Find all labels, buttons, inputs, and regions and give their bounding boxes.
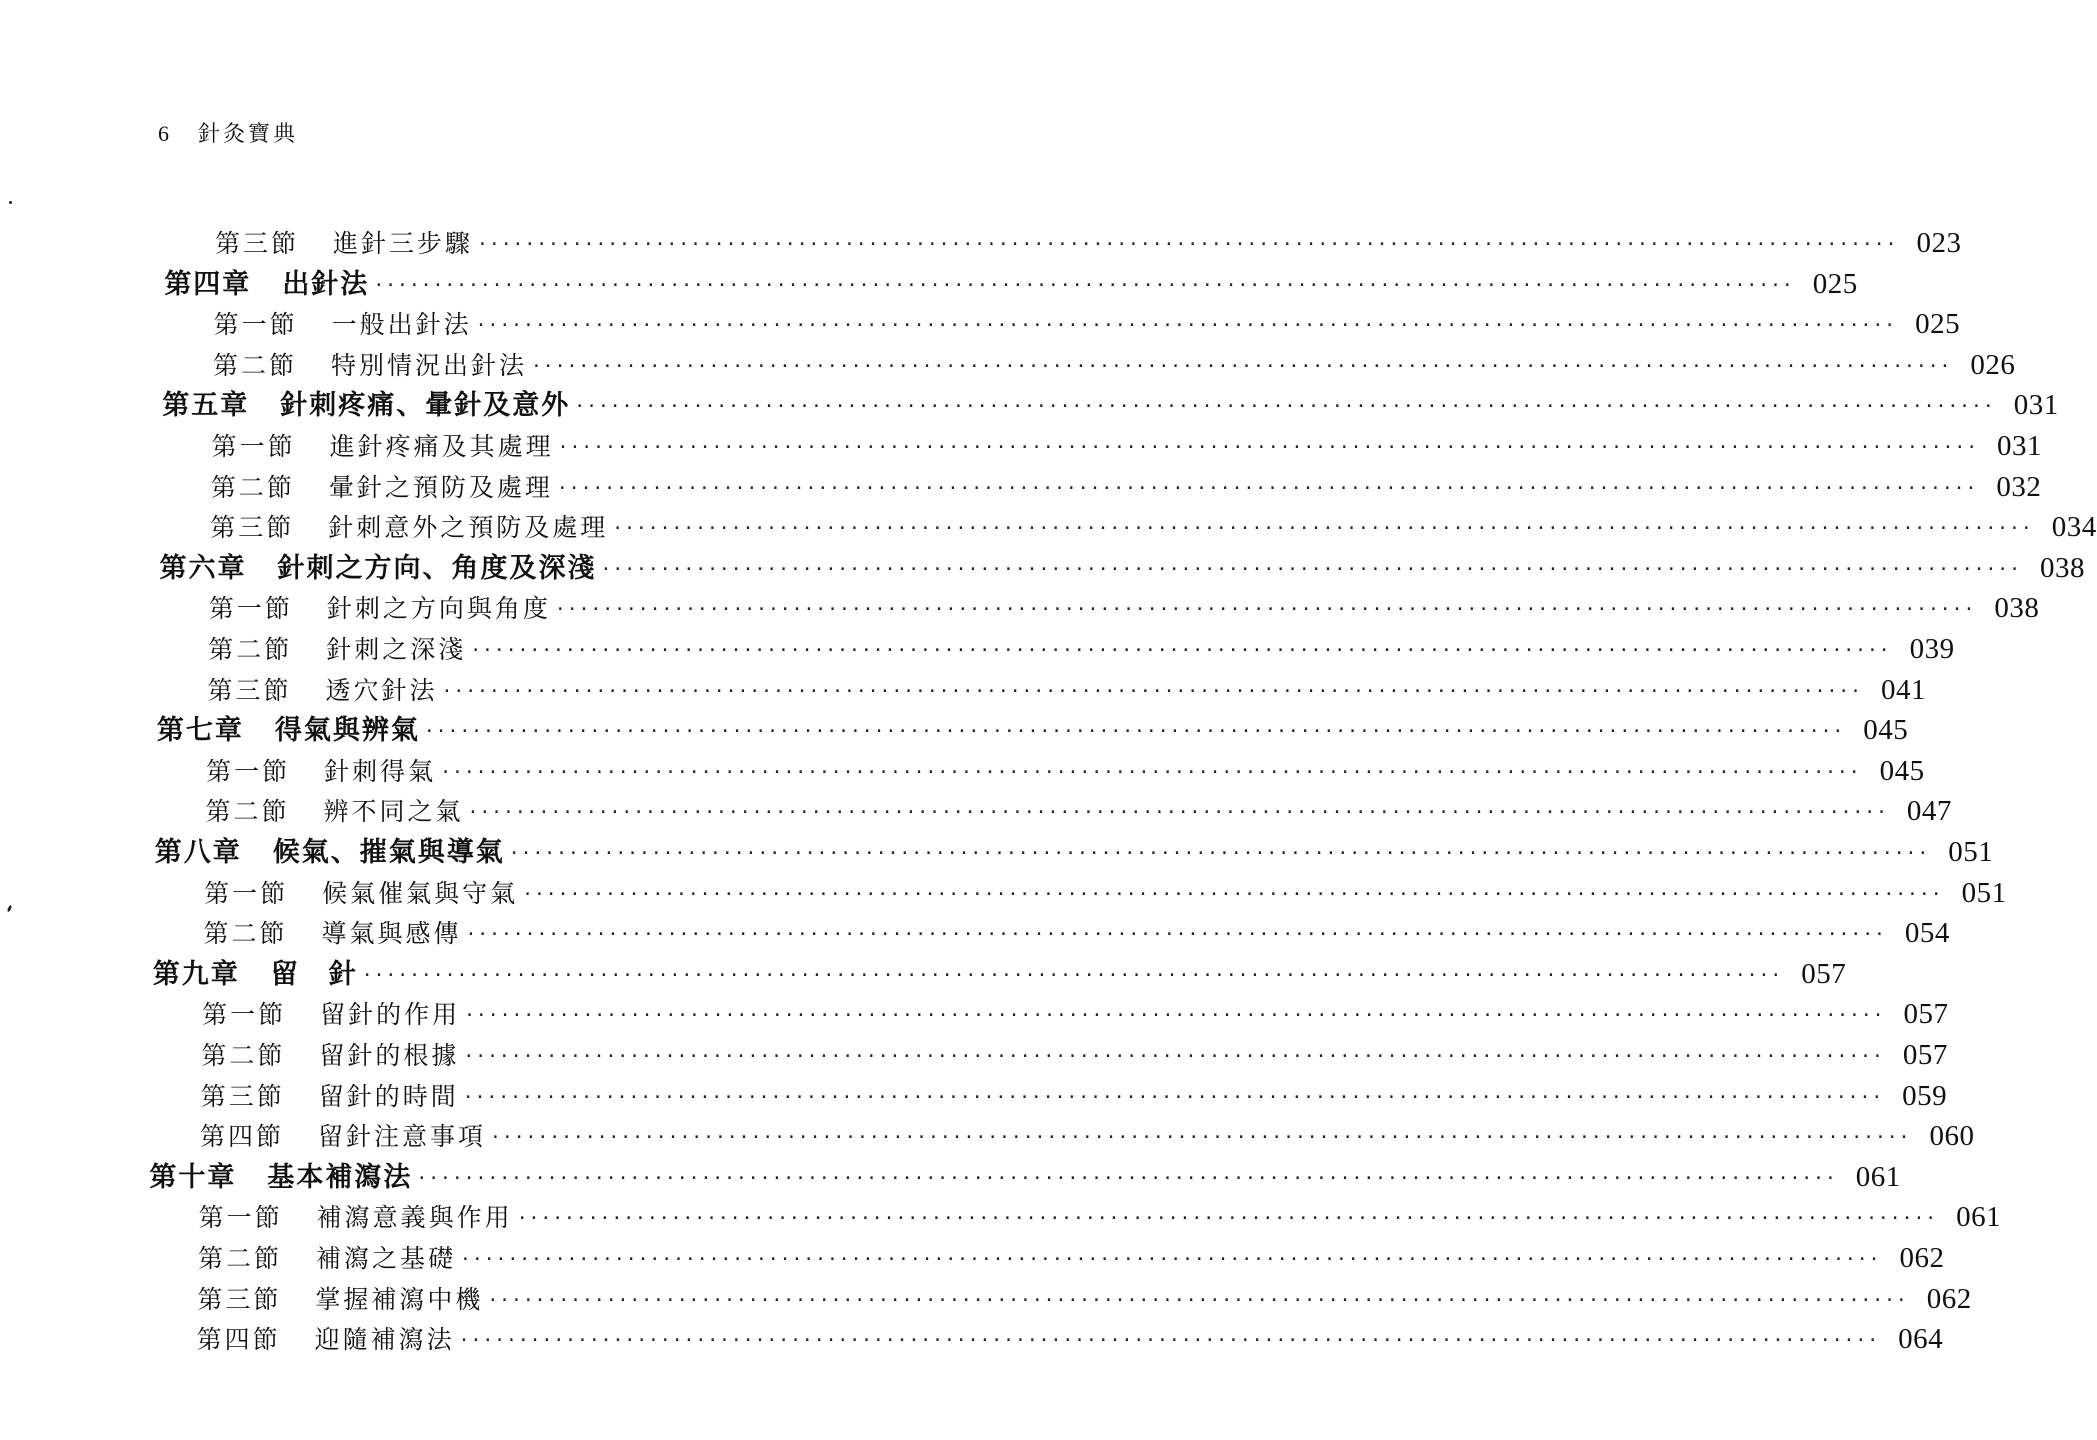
toc-section-row (198, 1194, 2002, 1234)
page-reference: 057 (1903, 998, 1949, 1031)
toc-section-row (201, 1032, 1948, 1072)
toc-entry-label (197, 1320, 455, 1356)
section-title: 留針的時間 (318, 1081, 459, 1111)
page-reference: 062 (1926, 1282, 1972, 1315)
section-number: 第三節 (210, 513, 295, 543)
section-title: 針刺得氣 (324, 756, 437, 786)
toc-chapter-row (152, 951, 1847, 991)
toc-entry-label (202, 995, 460, 1031)
page-reference: 023 (1916, 227, 1962, 259)
toc-chapter-row (149, 1154, 1901, 1194)
section-number: 第三節 (197, 1284, 282, 1314)
page-reference: 051 (1961, 876, 2007, 909)
toc-entry-label (203, 914, 461, 950)
dot-leader: ························································································································ (423, 721, 1845, 743)
toc-entry-label (209, 589, 551, 625)
toc-section-row (204, 870, 2007, 910)
section-title: 留針的根據 (319, 1041, 460, 1070)
dot-leader: ························································································································ (463, 1046, 1884, 1067)
chapter-title: 留 針 (270, 958, 358, 990)
toc-section-row (200, 1113, 1975, 1153)
section-title: 辨不同之氣 (323, 797, 464, 827)
page-reference: 025 (1915, 308, 1961, 341)
dot-leader: ························································································································ (554, 599, 1976, 621)
section-number: 第三節 (200, 1081, 285, 1111)
page-reference: 038 (2039, 551, 2085, 584)
section-title: 進針三步驟 (333, 229, 474, 258)
section-title: 補瀉意義與作用 (316, 1203, 513, 1233)
dot-leader: ························································································································ (600, 558, 2021, 580)
toc-section-row (208, 585, 2040, 625)
page-reference: 025 (1812, 267, 1858, 300)
section-title: 暈針之預防及處理 (328, 472, 553, 502)
dot-leader: ························································································································ (530, 355, 1952, 377)
page-reference: 057 (1801, 957, 1847, 990)
section-number: 第四節 (196, 1325, 281, 1355)
section-title: 特別情況出針法 (330, 350, 527, 380)
chapter-number: 第八章 (154, 837, 242, 868)
section-number: 第一節 (198, 1203, 283, 1233)
dot-leader: ························································································································ (522, 883, 1943, 905)
page-reference: 060 (1929, 1120, 1975, 1153)
toc-chapter-row (154, 829, 1994, 869)
page-reference: 051 (1948, 836, 1994, 868)
dot-leader: ························································································································ (460, 1249, 1881, 1270)
toc-entry-label (211, 468, 553, 504)
page-reference: 062 (1899, 1242, 1945, 1274)
page-reference: 026 (1970, 348, 2016, 381)
section-number: 第一節 (204, 878, 289, 908)
toc-entry-label (162, 383, 570, 422)
page-number: 6 (158, 121, 172, 146)
toc-chapter-row (156, 707, 1909, 747)
toc-section-row (213, 301, 1961, 341)
toc-entry-label (214, 305, 472, 341)
dot-leader: ························································································································ (477, 234, 1898, 255)
scan-speck (7, 905, 13, 913)
section-number: 第二節 (210, 472, 295, 502)
toc-section-row (205, 788, 1952, 828)
toc-entry-label (153, 952, 358, 991)
section-number: 第四節 (200, 1122, 285, 1152)
toc-entry-label (201, 1036, 459, 1072)
dot-leader: ························································································································ (467, 802, 1888, 824)
page-reference: 031 (2013, 389, 2059, 422)
toc-entry-label (200, 1117, 486, 1153)
toc-entry-label (198, 1239, 456, 1275)
toc-section-row (196, 1316, 1944, 1356)
section-number: 第二節 (198, 1244, 283, 1273)
toc-section-row (202, 991, 1949, 1031)
toc-entry-label (199, 1198, 513, 1234)
toc-entry-label (197, 1280, 483, 1316)
book-title: 針灸寶典 (198, 122, 299, 147)
chapter-title: 針刺之方向、角度及深淺 (277, 552, 597, 584)
chapter-title: 候氣、摧氣與導氣 (272, 837, 505, 868)
toc-entry-label (215, 224, 473, 260)
toc-entry-label (206, 752, 436, 788)
section-number: 第一節 (202, 1000, 287, 1030)
section-title: 掌握補瀉中機 (315, 1284, 484, 1314)
chapter-number: 第六章 (159, 552, 247, 584)
section-number: 第一節 (206, 756, 291, 786)
chapter-number: 第十章 (149, 1161, 237, 1193)
dot-leader: ························································································································ (373, 274, 1794, 296)
section-number: 第三節 (207, 675, 292, 705)
toc-entry-label (212, 427, 554, 463)
section-number: 第二節 (203, 919, 288, 949)
section-number: 第二節 (205, 797, 290, 827)
toc-chapter-row (164, 261, 1858, 301)
page-reference: 061 (1855, 1160, 1901, 1193)
page-reference: 034 (2051, 511, 2097, 544)
page-reference: 041 (1880, 673, 1926, 706)
dot-leader: ························································································································ (440, 761, 1861, 783)
chapter-title: 基本補瀉法 (267, 1161, 413, 1193)
chapter-title: 針刺疼痛、暈針及意外 (280, 390, 571, 422)
dot-leader: ························································································································ (612, 518, 2033, 540)
section-number: 第三節 (215, 229, 300, 258)
page-reference: 045 (1863, 714, 1909, 747)
page-reference: 061 (1956, 1201, 2002, 1234)
section-title: 針刺意外之預防及處理 (328, 513, 609, 543)
page-reference: 059 (1902, 1079, 1948, 1112)
dot-leader: ························································································································ (475, 315, 1897, 337)
toc-entry-label (208, 630, 466, 666)
toc-section-row (210, 464, 2042, 504)
page-reference: 039 (1909, 633, 1955, 665)
section-number: 第二節 (208, 635, 293, 664)
toc-entry-label (213, 346, 527, 382)
page-reference: 032 (1996, 470, 2042, 503)
toc-section-row (211, 423, 2043, 463)
page-reference: 064 (1898, 1323, 1944, 1356)
running-header (158, 118, 298, 151)
toc-section-row (206, 748, 1925, 788)
page-reference: 045 (1879, 754, 1925, 787)
toc-chapter-row (162, 382, 2059, 422)
toc-entry-label (160, 546, 597, 585)
section-number: 第二節 (201, 1041, 286, 1070)
toc-section-row (197, 1276, 1972, 1316)
chapter-number: 第七章 (156, 715, 244, 747)
dot-leader: ························································································································ (441, 680, 1862, 702)
dot-leader: ························································································································ (556, 477, 1978, 499)
toc-entry-label (208, 671, 438, 707)
toc-section-row (215, 220, 1962, 260)
toc-entry-label (204, 874, 518, 910)
toc-entry-label (157, 708, 420, 747)
page-reference: 047 (1906, 795, 1952, 828)
section-title: 針刺之深淺 (326, 635, 467, 664)
dot-leader: ························································································································ (574, 396, 1995, 418)
section-title: 進針疼痛及其處理 (329, 432, 554, 461)
section-title: 候氣催氣與守氣 (322, 878, 519, 908)
page-reference: 031 (1997, 430, 2043, 462)
dot-leader: ························································································································ (557, 437, 1979, 458)
dot-leader: ························································································································ (462, 1086, 1884, 1108)
chapter-number: 第九章 (152, 958, 240, 990)
section-title: 一般出針法 (331, 310, 472, 340)
page-reference: 057 (1902, 1039, 1948, 1071)
toc-section-row (207, 667, 1926, 707)
section-title: 留針的作用 (320, 1000, 461, 1030)
toc-entry-label (164, 262, 369, 301)
toc-entry-label (205, 792, 463, 828)
page-reference: 054 (1904, 917, 1950, 950)
toc-entry-label (149, 1155, 412, 1194)
dot-leader: ························································································································ (361, 964, 1783, 986)
dot-leader: ························································································································ (470, 640, 1891, 661)
section-number: 第一節 (213, 310, 298, 340)
dot-leader: ························································································································ (490, 1127, 1911, 1149)
chapter-title: 得氣與辨氣 (274, 715, 420, 747)
toc-section-row (208, 626, 1955, 666)
section-number: 第一節 (208, 594, 293, 624)
page-reference: 038 (1994, 592, 2040, 625)
dot-leader: ························································································································ (416, 1167, 1837, 1189)
dot-leader: ························································································································ (465, 924, 1886, 946)
section-number: 第一節 (211, 432, 296, 461)
dot-leader: ························································································································ (487, 1289, 1908, 1311)
section-title: 留針注意事項 (318, 1122, 487, 1152)
section-title: 透穴針法 (325, 675, 438, 705)
dot-leader: ························································································································ (516, 1208, 1938, 1230)
dot-leader: ························································································································ (458, 1330, 1880, 1352)
dot-leader: ························································································································ (508, 843, 1930, 864)
section-title: 補瀉之基礎 (316, 1244, 457, 1273)
toc-entry-label (155, 830, 505, 869)
toc-section-row (198, 1235, 1945, 1275)
toc-section-row (210, 504, 2097, 544)
toc-chapter-row (159, 545, 2085, 585)
toc-section-row (212, 342, 2016, 382)
section-title: 迎隨補瀉法 (314, 1325, 455, 1355)
toc-entry-label (210, 508, 608, 544)
chapter-title: 出針法 (282, 268, 370, 300)
toc-entry-label (201, 1077, 459, 1113)
toc-section-row (200, 1073, 1948, 1113)
section-title: 導氣與感傳 (321, 919, 462, 949)
toc-section-row (203, 910, 1950, 950)
dot-leader: ························································································································ (464, 1005, 1885, 1027)
section-title: 針刺之方向與角度 (326, 594, 551, 624)
section-number: 第二節 (212, 350, 297, 380)
chapter-number: 第四章 (164, 268, 252, 300)
scan-speck (9, 201, 12, 204)
chapter-number: 第五章 (162, 390, 250, 422)
